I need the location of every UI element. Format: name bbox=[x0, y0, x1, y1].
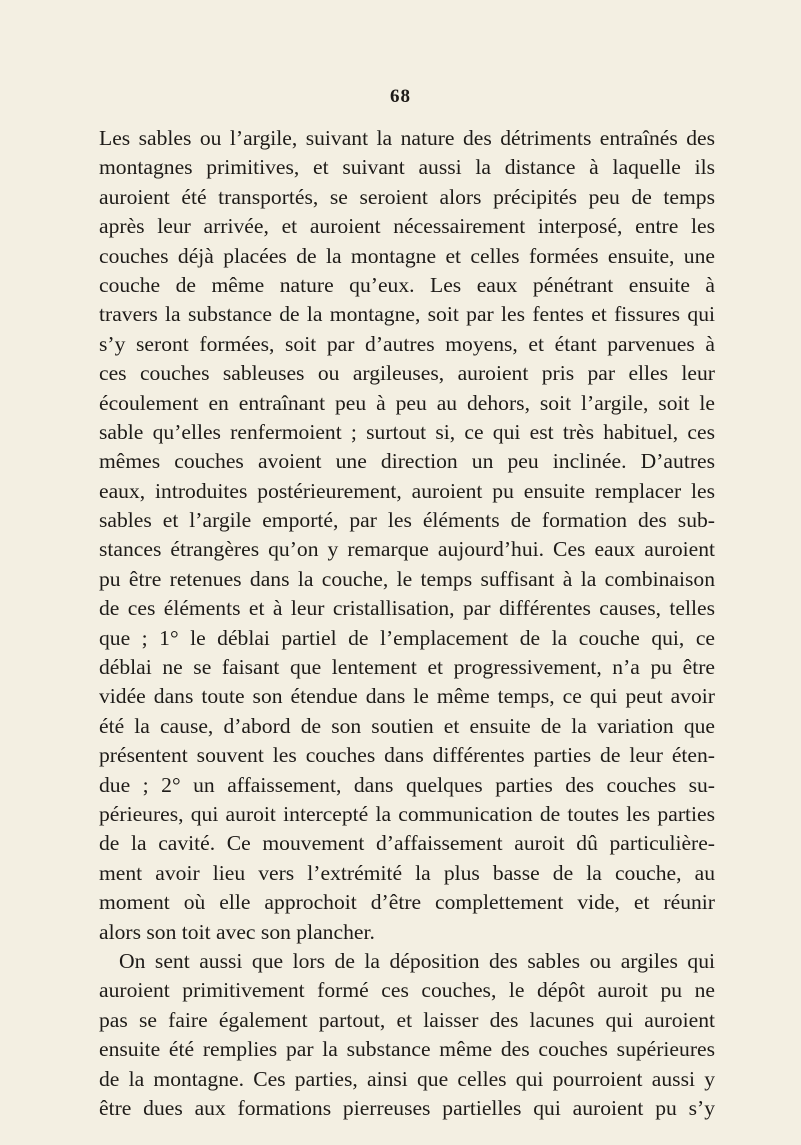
text-line: périeures, qui auroit intercepté la communication de toutes les parties bbox=[99, 801, 715, 826]
paragraph bbox=[99, 947, 715, 1123]
text-line: de ces éléments et à leur cristallisation, par différentes causes, telles bbox=[99, 596, 715, 621]
text-line: sable qu’elles renfermoient ; surtout si, ce qui est très habituel, ces bbox=[99, 419, 715, 444]
text-line: ment avoir lieu vers l’extrémité la plus basse de la couche, au bbox=[99, 860, 715, 885]
text-line: s’y seront formées, soit par d’autres moyens, et étant parvenues à bbox=[99, 331, 715, 356]
text-line: auroient été transportés, se seroient alors précipités peu de temps bbox=[99, 184, 715, 209]
text-line: que ; 1° le déblai partiel de l’emplacement de la couche qui, ce bbox=[99, 625, 715, 650]
page-number: 68 bbox=[390, 86, 411, 107]
text-line: pas se faire également partout, et laisser des lacunes qui auroient bbox=[99, 1007, 715, 1032]
text-line: mêmes couches avoient une direction un peu inclinée. D’autres bbox=[99, 449, 715, 474]
text-line: montagnes primitives, et suivant aussi la distance à laquelle ils bbox=[99, 155, 715, 180]
text-line: été la cause, d’abord de son soutien et ensuite de la variation que bbox=[99, 713, 715, 738]
text-line: vidée dans toute son étendue dans le même temps, ce qui peut avoir bbox=[99, 684, 715, 709]
text-line: écoulement en entraînant peu à peu au dehors, soit l’argile, soit le bbox=[99, 390, 715, 415]
text-line: travers la substance de la montagne, soit par les fentes et fissures qui bbox=[99, 302, 715, 327]
text-line: être dues aux formations pierreuses partielles qui auroient pu s’y bbox=[99, 1095, 715, 1120]
text-line: stances étrangères qu’on y remarque aujourd’hui. Ces eaux auroient bbox=[99, 537, 715, 562]
text-line: de la cavité. Ce mouvement d’affaissement auroit dû particulière- bbox=[99, 831, 715, 856]
text-line: couches déjà placées de la montagne et celles formées ensuite, une bbox=[99, 243, 715, 268]
text-line: Les sables ou l’argile, suivant la nature des détriments entraînés des bbox=[99, 126, 715, 150]
text-line: ces couches sableuses ou argileuses, auroient pris par elles leur bbox=[99, 361, 715, 386]
text-line: pu être retenues dans la couche, le temps suffisant à la combinaison bbox=[99, 566, 715, 591]
text-line: due ; 2° un affaissement, dans quelques parties des couches su- bbox=[99, 772, 715, 797]
text-line: ensuite été remplies par la substance même des couches supérieures bbox=[99, 1037, 715, 1062]
paragraph bbox=[99, 124, 715, 947]
text-line: couche de même nature qu’eux. Les eaux pénétrant ensuite à bbox=[99, 272, 715, 297]
text-line: On sent aussi que lors de la déposition des sables ou argiles qui bbox=[119, 948, 715, 973]
text-line: sables et l’argile emporté, par les éléments de formation des sub- bbox=[99, 508, 715, 533]
body-text bbox=[99, 124, 715, 1123]
text-line: déblai ne se faisant que lentement et progressivement, n’a pu être bbox=[99, 655, 715, 680]
text-line: présentent souvent les couches dans différentes parties de leur éten- bbox=[99, 743, 715, 768]
text-line: eaux, introduites postérieurement, auroient pu ensuite remplacer les bbox=[99, 478, 715, 503]
text-line: moment où elle approchoit d’être complettement vide, et réunir bbox=[99, 890, 715, 915]
text-line: de la montagne. Ces parties, ainsi que celles qui pourroient aussi y bbox=[99, 1066, 715, 1091]
text-line: auroient primitivement formé ces couches, le dépôt auroit pu ne bbox=[99, 978, 715, 1003]
text-line: alors son toit avec son plancher. bbox=[99, 919, 375, 944]
text-line: après leur arrivée, et auroient nécessairement interposé, entre les bbox=[99, 214, 715, 239]
